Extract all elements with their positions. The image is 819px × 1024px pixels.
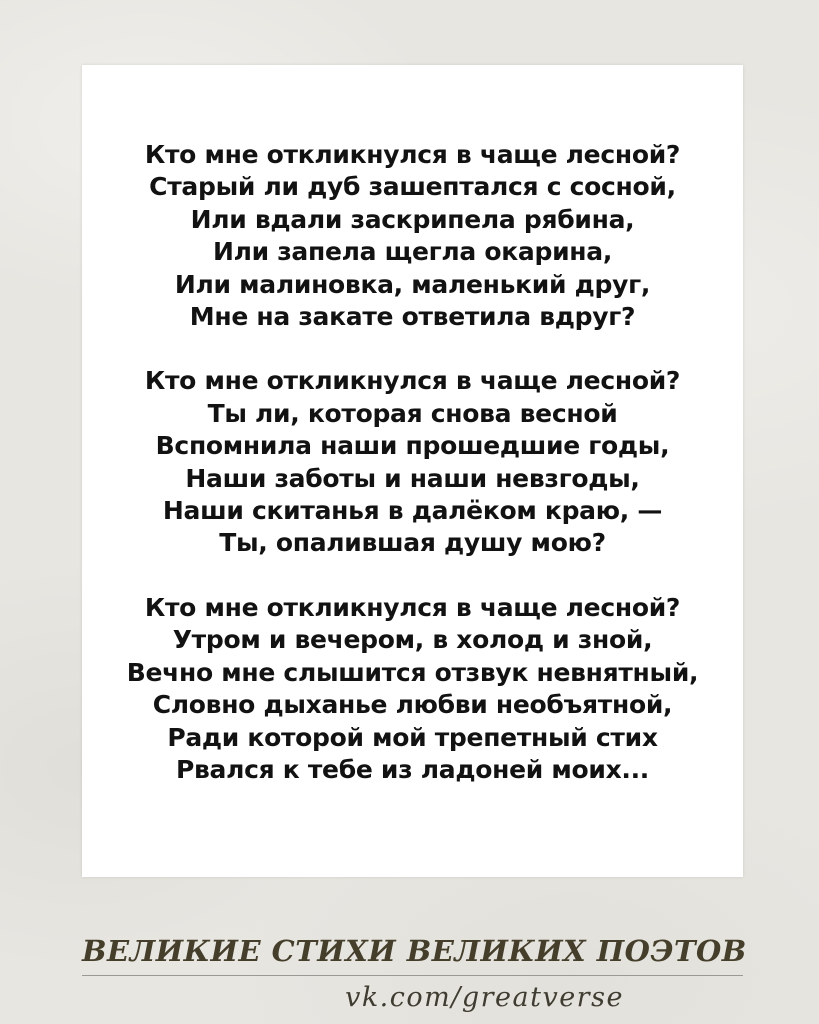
poem-line: Или малиновка, маленький друг,	[174, 269, 651, 299]
poem-line: Словно дыханье любви необъятной,	[152, 690, 673, 720]
poem-stanza-3	[82, 592, 743, 786]
poem-stanza-1	[82, 139, 743, 333]
poem-line: Кто мне откликнулся в чаще лесной?	[144, 592, 681, 622]
poem-line: Рвался к тебе из ладоней моих...	[175, 754, 650, 784]
poem-line: Ты ли, которая снова весной	[207, 398, 618, 428]
vk-link[interactable]: vk.com/greatverse	[345, 982, 624, 1013]
footer-divider	[82, 975, 743, 976]
poem-card	[82, 65, 743, 877]
poem-line: Или вдали заскрипела рябина,	[190, 204, 635, 234]
footer	[0, 928, 819, 1024]
poem-line: Ты, опалившая душу мою?	[219, 528, 606, 558]
poem-line: Старый ли дуб зашептался с сосной,	[149, 172, 676, 202]
footer-title: ВЕЛИКИЕ СТИХИ ВЕЛИКИХ ПОЭТОВ	[82, 934, 747, 968]
poem-line: Наши скитанья в далёком краю, —	[162, 496, 663, 526]
poem-line: Мне на закате ответила вдруг?	[189, 302, 636, 332]
poem-line: Утром и вечером, в холод и зной,	[172, 625, 653, 655]
poem-stanza-2	[82, 365, 743, 559]
poem-line: Ради которой мой трепетный стих	[167, 722, 658, 752]
poem-line: Вспомнила наши прошедшие годы,	[155, 431, 670, 461]
poem-line: Кто мне откликнулся в чаще лесной?	[144, 140, 681, 169]
poem-line: Или запела щегла окарина,	[212, 237, 613, 267]
poem-line: Наши заботы и наши невзгоды,	[185, 463, 640, 493]
poem-line: Вечно мне слышится отзвук невнятный,	[126, 657, 699, 687]
poem-line: Кто мне откликнулся в чаще лесной?	[144, 366, 681, 396]
